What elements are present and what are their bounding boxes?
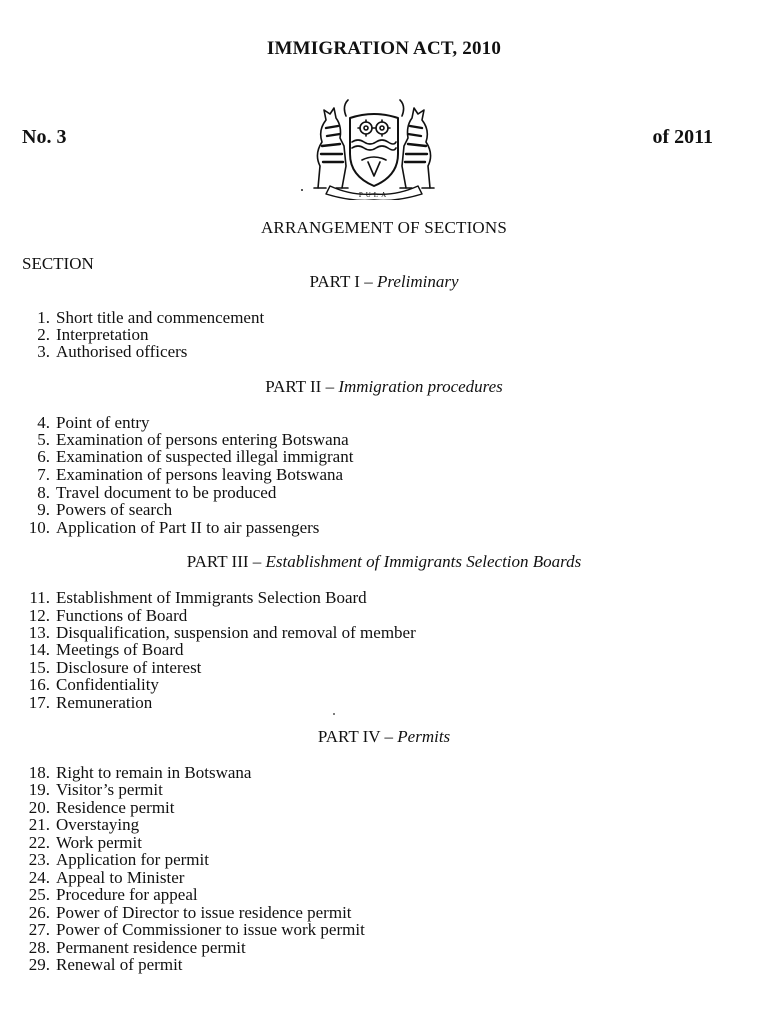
toc-entry — [0, 781, 163, 799]
section-title: Point of entry — [56, 413, 150, 432]
toc-entry — [0, 501, 172, 519]
part-heading — [0, 552, 768, 572]
toc-entry — [0, 694, 152, 712]
section-title: Application of Part II to air passengers — [56, 518, 320, 537]
section-number: 17. — [28, 693, 50, 712]
toc-entry — [0, 956, 183, 974]
section-title: Short title and commencement — [56, 308, 265, 327]
toc-entry — [0, 886, 198, 904]
arrangement-heading: ARRANGEMENT OF SECTIONS — [260, 218, 508, 237]
toc-entry — [0, 676, 159, 694]
section-title: Renewal of permit — [56, 955, 183, 974]
toc-entry — [0, 466, 343, 484]
section-title: Work permit — [56, 833, 142, 852]
section-title: Residence permit — [56, 798, 175, 817]
section-number: 26. — [28, 903, 50, 922]
part-label: PART III – — [186, 552, 266, 571]
part-subtitle: Immigration procedures — [338, 377, 503, 396]
section-number: 6. — [37, 447, 50, 466]
section-number: 19. — [28, 780, 50, 799]
section-number: 4. — [37, 413, 50, 432]
toc-entry — [0, 921, 365, 939]
section-number: 29. — [28, 955, 50, 974]
section-title: Remuneration — [56, 693, 153, 712]
section-number: 12. — [28, 606, 50, 625]
section-number: 5. — [37, 430, 50, 449]
section-title: Overstaying — [56, 815, 140, 834]
section-title: Meetings of Board — [56, 640, 184, 659]
act-title: IMMIGRATION ACT, 2010 — [266, 38, 502, 59]
toc-entry — [0, 519, 319, 537]
section-title: Disqualification, suspension and removal of member — [56, 623, 416, 642]
section-column-label: SECTION — [22, 254, 94, 273]
section-number: 23. — [28, 850, 50, 869]
part-subtitle: Permits — [397, 727, 451, 746]
section-number: 18. — [28, 763, 50, 782]
section-title: Examination of persons leaving Botswana — [56, 465, 344, 484]
section-number: 3. — [37, 342, 50, 361]
section-number: 22. — [28, 833, 50, 852]
section-title: Authorised officers — [56, 342, 188, 361]
part-heading — [0, 727, 768, 747]
section-number: 20. — [28, 798, 50, 817]
section-title: Procedure for appeal — [56, 885, 198, 904]
section-number: 7. — [37, 465, 50, 484]
section-number: 15. — [28, 658, 50, 677]
section-number: 16. — [28, 675, 50, 694]
section-title: Power of Commissioner to issue work permit — [56, 920, 365, 939]
scan-speck — [333, 713, 335, 715]
part-label: PART II – — [265, 377, 339, 396]
act-year: of 2011 — [652, 126, 713, 148]
section-number: 8. — [37, 483, 50, 502]
section-number: 11. — [29, 588, 50, 607]
section-number: 21. — [28, 815, 50, 834]
section-number: 27. — [28, 920, 50, 939]
section-title: Travel document to be produced — [56, 483, 277, 502]
crest-motto: PULA — [358, 191, 390, 199]
section-title: Functions of Board — [56, 606, 188, 625]
section-title: Interpretation — [56, 325, 149, 344]
section-title: Application for permit — [56, 850, 209, 869]
section-number: 24. — [28, 868, 50, 887]
section-title: Examination of persons entering Botswana — [56, 430, 349, 449]
section-number: 2. — [37, 325, 50, 344]
section-number: 28. — [28, 938, 50, 957]
toc-entry — [0, 343, 187, 361]
part-heading — [0, 272, 768, 292]
section-number: 25. — [28, 885, 50, 904]
section-number: 13. — [28, 623, 50, 642]
coat-of-arms-icon — [296, 96, 452, 200]
section-title: Permanent residence permit — [56, 938, 246, 957]
toc-entry — [0, 816, 139, 834]
part-heading — [0, 377, 768, 397]
toc-entry — [0, 851, 209, 869]
section-number: 9. — [37, 500, 50, 519]
section-title: Power of Director to issue residence permit — [56, 903, 352, 922]
part-label: PART I – — [309, 272, 377, 291]
section-title: Disclosure of interest — [56, 658, 202, 677]
section-title: Examination of suspected illegal immigrant — [56, 447, 354, 466]
part-subtitle: Preliminary — [376, 272, 459, 291]
section-number: 14. — [28, 640, 50, 659]
toc-entry — [0, 589, 367, 607]
section-title: Establishment of Immigrants Selection Board — [56, 588, 367, 607]
act-number: No. 3 — [22, 126, 67, 148]
part-label: PART IV – — [317, 727, 398, 746]
section-number: 10. — [28, 518, 50, 537]
section-title: Visitor’s permit — [56, 780, 163, 799]
section-title: Confidentiality — [56, 675, 159, 694]
part-subtitle: Establishment of Immigrants Selection Boards — [265, 552, 582, 571]
section-title: Right to remain in Botswana — [56, 763, 252, 782]
section-title: Appeal to Minister — [56, 868, 185, 887]
toc-entry — [0, 641, 183, 659]
section-title: Powers of search — [56, 500, 173, 519]
section-number: 1. — [37, 308, 50, 327]
toc-entry — [0, 448, 353, 466]
